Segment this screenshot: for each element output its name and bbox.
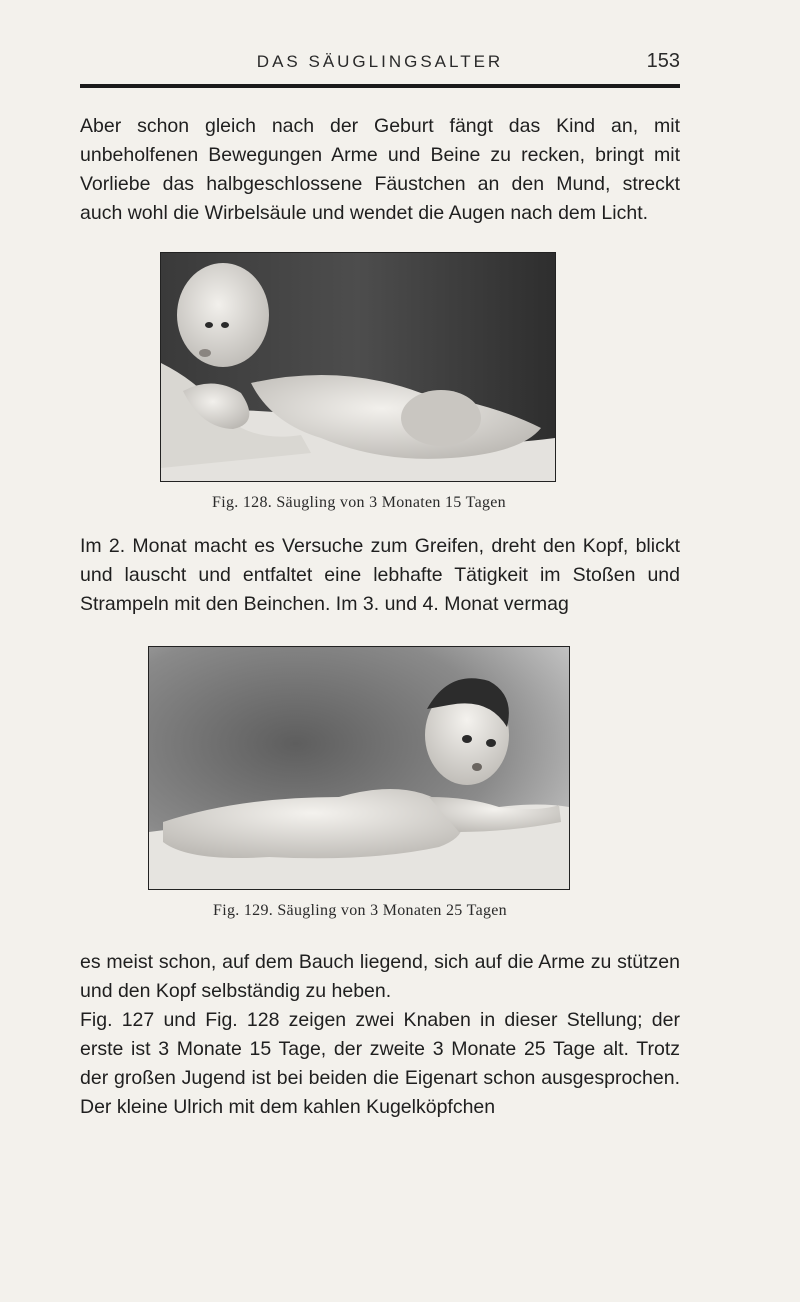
figure-caption: Fig. 128. Säugling von 3 Monaten 15 Tagen	[212, 494, 506, 511]
photo-illustration	[161, 253, 555, 481]
paragraph-continuation	[80, 948, 680, 1122]
paragraph: es meist schon, auf dem Bauch liegend, sich auf die Arme zu stützen und den Kopf selbständig zu heben.	[80, 951, 680, 1002]
photo-illustration	[149, 647, 569, 889]
paragraph: Aber schon gleich nach der Geburt fängt das Kind an, mit unbeholfenen Bewegungen Arme und Beine zu recken, bringt mit Vorliebe das halbgeschlossene Fäustchen an den Mund, streckt auch wohl die Wirbelsäule und wendet die Augen nach dem Licht.	[80, 115, 680, 224]
infant-photo-bald	[160, 252, 556, 482]
paragraph: Fig. 127 und Fig. 128 zeigen zwei Knaben in dieser Stellung; der erste ist 3 Monate 15 Tage, der zweite 3 Monate 25 Tage alt. Trotz der großen Jugend ist bei beiden die Eigenart schon ausgesprochen. Der kleine Ulrich mit dem kahlen Kugelköpfchen	[80, 1009, 680, 1118]
paragraph: Im 2. Monat macht es Versuche zum Greifen, dreht den Kopf, blickt und lauscht und entfaltet eine lebhafte Tätigkeit im Stoßen und Strampeln mit den Beinchen. Im 3. und 4. Monat vermag	[80, 535, 680, 615]
running-title: DAS SÄUGLINGSALTER	[256, 52, 504, 71]
paragraph-intro	[80, 112, 680, 228]
figure-caption: Fig. 129. Säugling von 3 Monaten 25 Tagen	[213, 902, 507, 919]
paragraph-second-month	[80, 532, 680, 619]
page-number: 153	[646, 50, 680, 72]
figure-128	[160, 252, 558, 512]
running-head	[80, 48, 680, 80]
header-rule	[80, 84, 680, 88]
figure-129	[148, 646, 572, 918]
infant-photo-dark-hair	[148, 646, 570, 890]
